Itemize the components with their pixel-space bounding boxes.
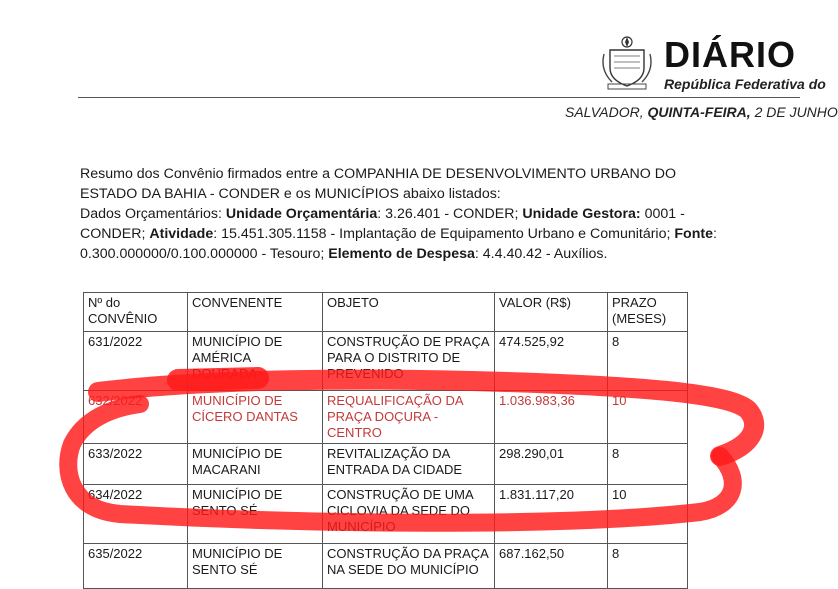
budget-unit-label: Unidade Orçamentária <box>225 206 378 222</box>
intro-line: Resumo dos Convênio firmados entre a COMPANHIA DE DESENVOLVIMENTO URBANO DO ESTADO DA BAHIA - CONDER e os MUNICÍPIOS abaixo listados: <box>80 166 677 202</box>
cell-term: 10 <box>608 391 688 444</box>
budget-data-paragraph <box>80 204 730 264</box>
gazette-subtitle: República Federativa do <box>664 76 826 92</box>
summary-intro <box>80 164 730 264</box>
header-object: OBJETO <box>323 293 495 332</box>
table-row <box>84 444 688 485</box>
cell-object: REQUALIFICAÇÃO DA PRAÇA DOÇURA - CENTRO <box>323 391 495 444</box>
cell-agreement-number: 631/2022 <box>84 332 188 391</box>
cell-value: 1.831.117,20 <box>495 485 608 544</box>
table-row <box>84 332 688 391</box>
cell-agreement-number: 632/2022 <box>84 391 188 444</box>
cell-value: 1.036.983,36 <box>495 391 608 444</box>
cell-convenente: MUNICÍPIO DE AMÉRICA DOURADA <box>188 332 323 391</box>
budget-unit-value: : 3.26.401 - CONDER; <box>377 206 523 222</box>
header-term: PRAZO (MESES) <box>608 293 688 332</box>
header-value: VALOR (R$) <box>495 293 608 332</box>
cell-term: 8 <box>608 444 688 485</box>
cell-object: REVITALIZAÇÃO DA ENTRADA DA CIDADE <box>323 444 495 485</box>
dateline-date: 2 DE JUNHO <box>754 104 838 120</box>
cell-convenente: MUNICÍPIO DE SENTO SÉ <box>188 485 323 544</box>
table-row <box>84 391 688 444</box>
source-label: Fonte <box>674 226 713 242</box>
expense-element-value: : 4.4.40.42 - Auxílios. <box>474 246 608 262</box>
agreements-table <box>83 292 688 589</box>
cell-value: 474.525,92 <box>495 332 608 391</box>
cell-object: CONSTRUÇÃO DE PRAÇA PARA O DISTRITO DE PREVENIDO <box>323 332 495 391</box>
activity-value: : 15.451.305.1158 - Implantação de Equipamento Urbano e Comunitário; <box>213 226 675 242</box>
source-value: : 0.300.000000/0.100.000000 - Tesouro; <box>80 226 717 262</box>
cell-agreement-number: 633/2022 <box>84 444 188 485</box>
dateline-weekday: QUINTA-FEIRA, <box>647 104 751 120</box>
managing-unit-label: Unidade Gestora: <box>522 206 641 222</box>
dateline-city: SALVADOR, <box>565 104 644 120</box>
header-agreement-number: Nº do CONVÊNIO <box>84 293 188 332</box>
cell-object: CONSTRUÇÃO DA PRAÇA NA SEDE DO MUNICÍPIO <box>323 544 495 589</box>
cell-convenente: MUNICÍPIO DE SENTO SÉ <box>188 544 323 589</box>
dateline <box>565 104 838 120</box>
table-row <box>84 485 688 544</box>
activity-label: Atividade <box>149 226 214 242</box>
managing-unit-value: 0001 - CONDER; <box>80 206 685 242</box>
header-divider <box>78 97 800 98</box>
cell-value: 687.162,50 <box>495 544 608 589</box>
table-row <box>84 544 688 589</box>
budget-label: Dados Orçamentários: <box>80 206 226 222</box>
cell-agreement-number: 634/2022 <box>84 485 188 544</box>
gazette-title: DIÁRIO <box>664 34 796 75</box>
cell-term: 10 <box>608 485 688 544</box>
bahia-coat-of-arms-icon <box>600 34 654 90</box>
cell-convenente: MUNICÍPIO DE MACARANI <box>188 444 323 485</box>
cell-agreement-number: 635/2022 <box>84 544 188 589</box>
table-header-row <box>84 293 688 332</box>
cell-object: CONSTRUÇÃO DE UMA CICLOVIA DA SEDE DO MUNICÍPIO <box>323 485 495 544</box>
cell-convenente: MUNICÍPIO DE CÍCERO DANTAS <box>188 391 323 444</box>
header-convenente: CONVENENTE <box>188 293 323 332</box>
cell-term: 8 <box>608 544 688 589</box>
cell-term: 8 <box>608 332 688 391</box>
expense-element-label: Elemento de Despesa <box>328 246 475 262</box>
cell-value: 298.290,01 <box>495 444 608 485</box>
